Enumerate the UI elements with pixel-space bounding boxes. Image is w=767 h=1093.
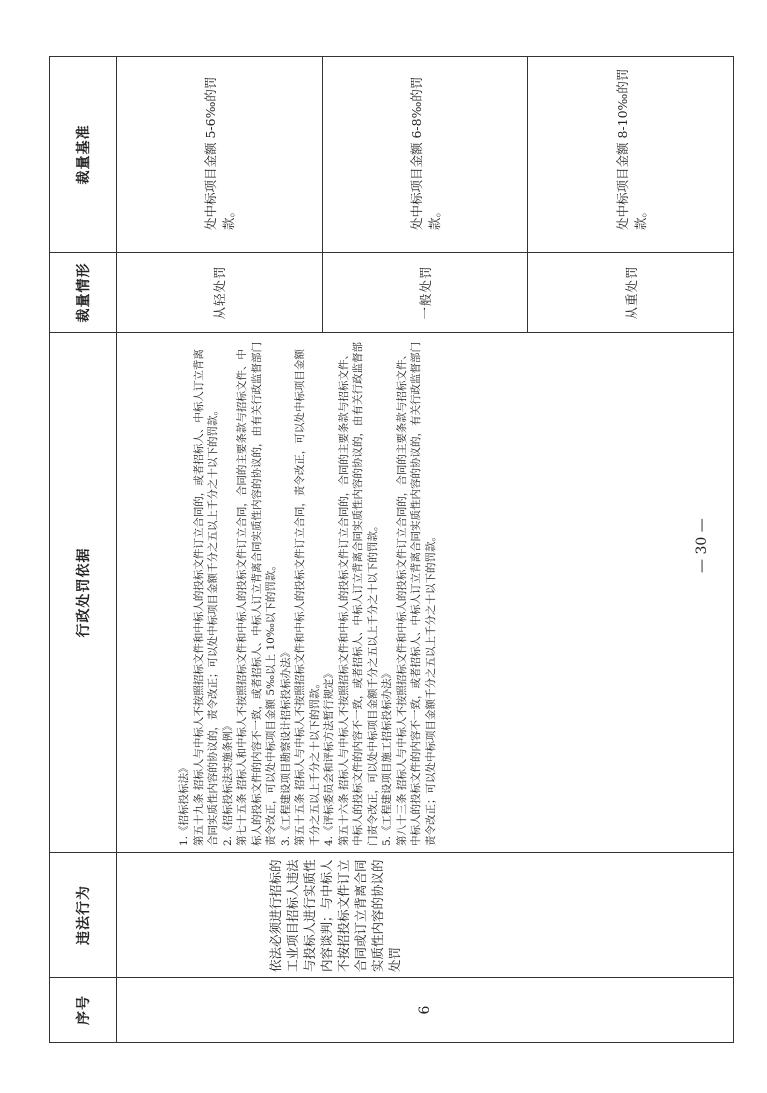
penalty-table xyxy=(49,56,734,1043)
basis-law-3: 3.《工程建设项目勘察设计招标投标办法》 xyxy=(279,646,292,846)
basis-article-3: 第五十五条 招标人与中标人不按照招标文件和中标人的投标文件订立合同，责令改正，可以处中标项目金额千分之五以上千分之十以下的罚款。 xyxy=(294,349,321,846)
row-seq: 6 xyxy=(117,978,734,1043)
table-row xyxy=(117,57,323,1043)
basis-article-4: 第五十六条 招标人与中标人不按照招标文件和中标人的投标文件订立合同的，合同的主要条款与招标文件、中标人的投标文件的内容不一致，或者招标人、中标人订立背离合同实质性内容的协议的，由有关行政监督部门责令改正，可以处中标项目金额千分之五以上千分之十以下的罚款。 xyxy=(337,342,379,846)
header-row xyxy=(50,57,117,1043)
row-behavior: 依法必须进行招标的工业项目招标人违法与投标人进行实质性内容谈判；与中标人不按招投标文件订立合同或订立背离合同实质性内容的协议的处罚 xyxy=(117,853,734,978)
situation-normal: 一般处罚 xyxy=(322,253,528,333)
standard-light: 处中标项目金额 5-6‰的罚款。 xyxy=(117,57,323,253)
basis-law-1: 1.《招标投标法》 xyxy=(178,762,190,846)
rotated-page xyxy=(49,57,734,1043)
row-basis xyxy=(117,333,734,853)
standard-normal: 处中标项目金额 6-8‰的罚款。 xyxy=(322,57,528,253)
page-number-text: — 30 — xyxy=(694,518,710,573)
header-basis: 行政处罚依据 xyxy=(50,333,117,853)
situation-heavy: 从重处罚 xyxy=(528,253,734,333)
basis-law-2: 2.《招标投标法实施条例》 xyxy=(221,720,234,846)
situation-light: 从轻处罚 xyxy=(117,253,323,333)
basis-article-2: 第七十五条 招标人和中标人不按照招标文件和中标人的投标文件订立合同，合同的主要条款与招标文件、中标人的投标文件的内容不一致，或者招标人、中标人订立背离合同实质性内容的协议的，由有关行政监督部门责令改正，可以处中标项目金额 5‰以上 10‰以下的罚款。 xyxy=(236,342,277,846)
basis-article-1: 第五十九条 招标人与中标人不按照招标文件和中标人的投标文件订立合同的，或者招标人、中标人订立背离合同实质性内容的协议的，责令改正；可以处中标项目金额千分之五以上千分之十以下的罚款。 xyxy=(192,349,219,846)
standard-heavy: 处中标项目金额 8-10‰的罚款。 xyxy=(528,57,734,253)
header-situation: 裁量情形 xyxy=(50,253,117,333)
basis-law-4: 4.《评标委员会和评标方法暂行规定》 xyxy=(323,667,335,846)
page-number xyxy=(684,503,724,603)
header-seq: 序号 xyxy=(50,978,117,1043)
header-behavior: 违法行为 xyxy=(50,853,117,978)
header-standard: 裁量基准 xyxy=(50,57,117,253)
basis-law-5: 5.《工程建设项目施工招标投标办法》 xyxy=(381,667,393,846)
basis-article-5: 第八十三条 招标人与中标人不按照招标文件和中标人的投标文件订立合同的，合同的主要条款与招标文件、中标人的投标文件的内容不一致，或者招标人、中标人订立背离合同实质性内容的协议的，有关行政监督部门责令改正；可以处中标项目金额千分之五以上千分之十以下的罚款。 xyxy=(395,342,437,846)
